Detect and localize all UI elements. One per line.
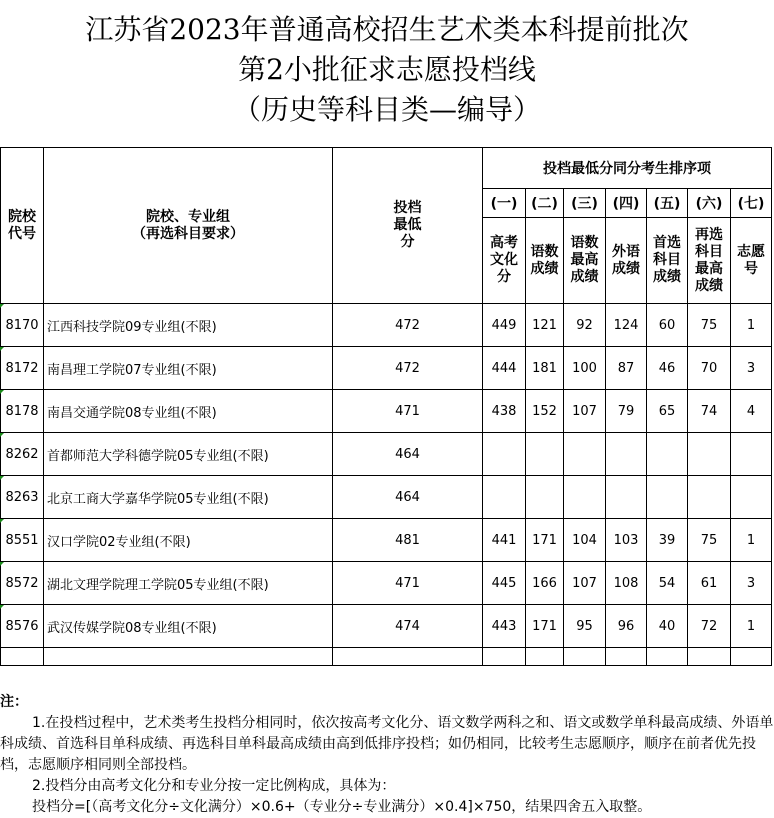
cell-marker <box>0 390 4 394</box>
school-group: 南昌理工学院07专业组(不限) <box>44 347 333 390</box>
school-code: 8576 <box>1 605 44 648</box>
cell-marker <box>0 519 4 523</box>
school-group: 武汉传媒学院08专业组(不限) <box>44 605 333 648</box>
header-rank-item: 外语成绩 <box>606 218 647 304</box>
header-ranking: 投档最低分同分考生排序项 <box>483 148 772 189</box>
rank-value: 1 <box>731 304 772 347</box>
rank-value: 121 <box>526 304 564 347</box>
rank-value <box>606 433 647 476</box>
rank-value <box>526 476 564 519</box>
rank-value: 95 <box>564 605 606 648</box>
rank-value: 100 <box>564 347 606 390</box>
school-code: 8263 <box>1 476 44 519</box>
rank-value: 1 <box>731 605 772 648</box>
note-1: 1.在投档过程中，艺术类考生投档分相同时，依次按高考文化分、语文数学两科之和、语文或数学单科最高成绩、外语单科成绩、首选科目单科成绩、再选科目单科最高成绩由高到低排序投档；如仍相同，比较考生志愿顺序，顺序在前者优先投档，志愿顺序相同则全部投档。 <box>0 715 774 773</box>
note-3: 投档分=[（高考文化分÷文化满分）×0.6+（专业分÷专业满分）×0.4]×750，结果四舍五入取整。 <box>32 799 652 815</box>
header-rank-item: 语数成绩 <box>526 218 564 304</box>
school-group: 汉口学院02专业组(不限) <box>44 519 333 562</box>
school-code: 8172 <box>1 347 44 390</box>
rank-value: 104 <box>564 519 606 562</box>
rank-value: 438 <box>483 390 526 433</box>
admission-table <box>0 147 772 666</box>
rank-value: 152 <box>526 390 564 433</box>
rank-value: 60 <box>647 304 688 347</box>
table-row <box>1 390 772 433</box>
header-rank-num: (六) <box>688 189 731 218</box>
title-line-2: 第2小批征求志愿投档线 <box>238 53 536 86</box>
school-code: 8262 <box>1 433 44 476</box>
rank-value: 171 <box>526 519 564 562</box>
rank-value <box>606 476 647 519</box>
rank-value <box>731 433 772 476</box>
rank-value: 87 <box>606 347 647 390</box>
rank-value: 40 <box>647 605 688 648</box>
school-group: 南昌交通学院08专业组(不限) <box>44 390 333 433</box>
rank-value: 96 <box>606 605 647 648</box>
rank-value: 181 <box>526 347 564 390</box>
rank-value: 103 <box>606 519 647 562</box>
cell-marker <box>0 304 4 308</box>
school-group: 湖北文理学院理工学院05专业组(不限) <box>44 562 333 605</box>
cell-marker <box>0 347 4 351</box>
header-rank-item: 首选科目成绩 <box>647 218 688 304</box>
cell-marker <box>0 562 4 566</box>
rank-value <box>564 476 606 519</box>
header-rank-num: (二) <box>526 189 564 218</box>
school-group: 北京工商大学嘉华学院05专业组(不限) <box>44 476 333 519</box>
school-code: 8551 <box>1 519 44 562</box>
min-score: 464 <box>333 433 483 476</box>
rank-value: 75 <box>688 519 731 562</box>
table-row <box>1 476 772 519</box>
rank-value <box>688 476 731 519</box>
rank-value: 92 <box>564 304 606 347</box>
table-row <box>1 433 772 476</box>
school-group: 江西科技学院09专业组(不限) <box>44 304 333 347</box>
cell-marker <box>0 433 4 437</box>
header-group-sub: （再选科目要求） <box>132 225 244 242</box>
rank-value: 75 <box>688 304 731 347</box>
rank-value <box>688 433 731 476</box>
school-group: 首都师范大学科德学院05专业组(不限) <box>44 433 333 476</box>
table-row <box>1 519 772 562</box>
header-rank-num: (五) <box>647 189 688 218</box>
header-rank-item: 高考文化分 <box>483 218 526 304</box>
cell-marker <box>0 476 4 480</box>
rank-value: 39 <box>647 519 688 562</box>
header-rank-num: (一) <box>483 189 526 218</box>
rank-value: 79 <box>606 390 647 433</box>
rank-value <box>647 476 688 519</box>
header-min-score: 投档最低分 <box>333 148 483 304</box>
rank-value: 443 <box>483 605 526 648</box>
table-row <box>1 347 772 390</box>
rank-value <box>564 433 606 476</box>
rank-value: 72 <box>688 605 731 648</box>
rank-value: 445 <box>483 562 526 605</box>
rank-value: 444 <box>483 347 526 390</box>
school-code: 8178 <box>1 390 44 433</box>
rank-value: 3 <box>731 562 772 605</box>
rank-value: 4 <box>731 390 772 433</box>
min-score: 474 <box>333 605 483 648</box>
rank-value: 74 <box>688 390 731 433</box>
table-row <box>1 304 772 347</box>
rank-value: 70 <box>688 347 731 390</box>
notes <box>0 692 774 818</box>
header-rank-item: 再选科目最高成绩 <box>688 218 731 304</box>
header-rank-num: (三) <box>564 189 606 218</box>
notes-label: 注： <box>0 694 28 710</box>
rank-value: 108 <box>606 562 647 605</box>
school-code: 8170 <box>1 304 44 347</box>
rank-value <box>483 476 526 519</box>
min-score: 464 <box>333 476 483 519</box>
rank-value <box>483 433 526 476</box>
rank-value: 166 <box>526 562 564 605</box>
min-score: 472 <box>333 304 483 347</box>
title-line-1: 江苏省2023年普通高校招生艺术类本科提前批次 <box>85 13 689 46</box>
rank-value: 65 <box>647 390 688 433</box>
note-2: 2.投档分由高考文化分和专业分按一定比例构成，具体为： <box>32 778 396 794</box>
rank-value: 61 <box>688 562 731 605</box>
table-row <box>1 605 772 648</box>
header-group-label: 院校、专业组 <box>146 208 230 225</box>
rank-value: 107 <box>564 390 606 433</box>
header-rank-num: (七) <box>731 189 772 218</box>
min-score: 471 <box>333 390 483 433</box>
header-group <box>44 148 333 304</box>
rank-value: 3 <box>731 347 772 390</box>
header-code: 院校代号 <box>1 148 44 304</box>
min-score: 481 <box>333 519 483 562</box>
min-score: 472 <box>333 347 483 390</box>
min-score: 471 <box>333 562 483 605</box>
rank-value: 46 <box>647 347 688 390</box>
rank-value <box>647 433 688 476</box>
rank-value: 1 <box>731 519 772 562</box>
school-code: 8572 <box>1 562 44 605</box>
rank-value: 107 <box>564 562 606 605</box>
rank-value: 124 <box>606 304 647 347</box>
rank-value: 449 <box>483 304 526 347</box>
header-rank-num: (四) <box>606 189 647 218</box>
rank-value: 171 <box>526 605 564 648</box>
title-line-3: （历史等科目类—编导） <box>232 93 541 126</box>
rank-value: 54 <box>647 562 688 605</box>
rank-value <box>526 433 564 476</box>
header-rank-item: 语数最高成绩 <box>564 218 606 304</box>
cell-marker <box>0 605 4 609</box>
rank-value <box>731 476 772 519</box>
header-rank-item: 志愿号 <box>731 218 772 304</box>
table-row <box>1 562 772 605</box>
rank-value: 441 <box>483 519 526 562</box>
